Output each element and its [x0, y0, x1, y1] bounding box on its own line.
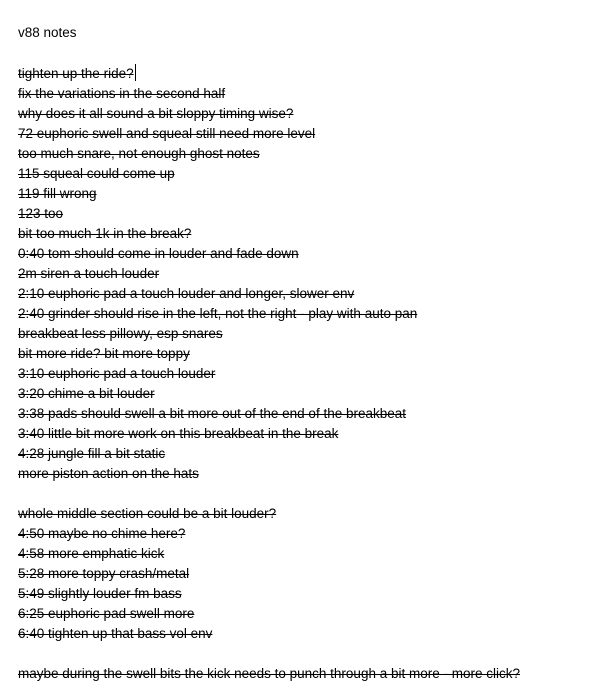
- notes-document[interactable]: [18, 24, 584, 684]
- note-line: 72 euphoric swell and squeal still need more level: [18, 126, 316, 141]
- paragraph-spacer: [18, 644, 584, 664]
- note-line: 3:40 little bit more work on this breakbeat in the break: [18, 426, 339, 441]
- note-line: 4:50 maybe no chime here?: [18, 526, 186, 541]
- note-line: 0:40 tom should come in louder and fade down: [18, 246, 299, 261]
- note-line: breakbeat less pillowy, esp snares: [18, 326, 223, 341]
- note-line: bit too much 1k in the break?: [18, 226, 192, 241]
- notes-group-2: [18, 504, 584, 644]
- note-line: 2:40 grinder should rise in the left, not the right - play with auto pan: [18, 306, 418, 321]
- note-line: 5:28 more toppy crash/metal: [18, 566, 190, 581]
- note-line: 6:40 tighten up that bass vol env: [18, 626, 213, 641]
- note-line: 6:25 euphoric pad swell more: [18, 606, 195, 621]
- note-line: why does it all sound a bit sloppy timing wise?: [18, 106, 294, 121]
- note-line: 3:10 euphoric pad a touch louder: [18, 366, 216, 381]
- note-line: 2m siren a touch louder: [18, 266, 160, 281]
- note-line: 119 fill wrong: [18, 186, 97, 201]
- notes-group-1: [18, 64, 584, 484]
- text-cursor: [135, 64, 136, 81]
- note-line: fix the variations in the second half: [18, 86, 226, 101]
- note-line: whole middle section could be a bit louder?: [18, 506, 277, 521]
- note-line: 2:10 euphoric pad a touch louder and longer, slower env: [18, 286, 355, 301]
- note-line: 4:28 jungle fill a bit static: [18, 446, 166, 461]
- note-line: bit more ride? bit more toppy: [18, 346, 190, 361]
- document-title: v88 notes: [18, 25, 77, 40]
- notes-group-3: [18, 664, 584, 684]
- note-line: 3:20 chime a bit louder: [18, 386, 155, 401]
- note-line: 3:38 pads should swell a bit more out of the end of the breakbeat: [18, 406, 407, 421]
- paragraph-spacer: [18, 484, 584, 504]
- note-line: 4:58 more emphatic kick: [18, 546, 165, 561]
- note-line: 123 too: [18, 206, 64, 221]
- note-line: too much snare, not enough ghost notes: [18, 146, 260, 161]
- title-spacer: [18, 41, 584, 64]
- note-line: tighten up the ride?: [18, 66, 134, 81]
- note-line: maybe during the swell bits the kick needs to punch through a bit more - more click?: [18, 666, 520, 681]
- note-line: more piston action on the hats: [18, 466, 199, 481]
- note-line: 115 squeal could come up: [18, 166, 175, 181]
- note-line: 5:49 slightly louder fm bass: [18, 586, 182, 601]
